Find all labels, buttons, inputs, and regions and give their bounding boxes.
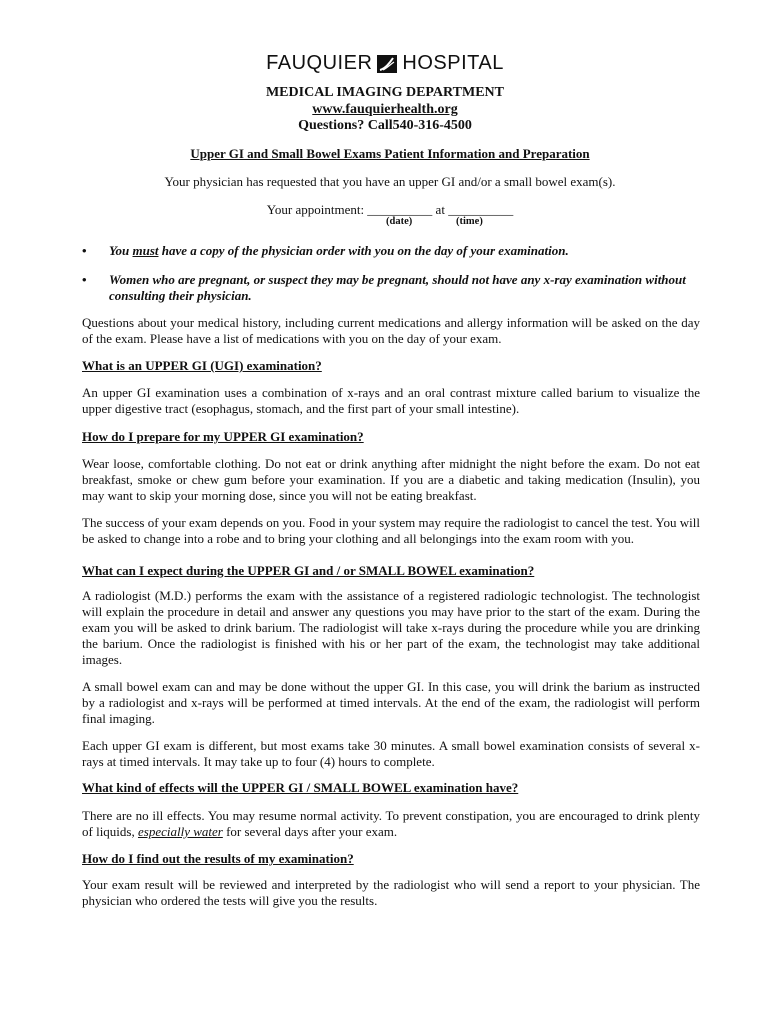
- heading-how-prepare: How do I prepare for my UPPER GI examination?: [82, 429, 364, 444]
- website-link[interactable]: www.fauquierhealth.org: [312, 101, 458, 117]
- bullet-icon: •: [82, 243, 87, 258]
- paragraph-duration: Each upper GI exam is different, but most exams take 30 minutes. A small bowel examination consists of several x-rays at timed intervals. It may take up to four (4) hours to complete.: [82, 738, 700, 769]
- paragraph-prep-instructions: Wear loose, comfortable clothing. Do not eat or drink anything after midnight the night before the exam. Do not eat breakfast, smoke or chew gum before your examination. If you are a diabetic and taking medication (Insulin), you may want to skip your morning dose, since you will not be eating breakfast.: [82, 456, 700, 503]
- time-label: (time): [456, 216, 483, 227]
- phone-line: Questions? Call540-316-4500: [298, 118, 472, 133]
- logo-text-left: FAUQUIER: [266, 52, 373, 74]
- paragraph-results: Your exam result will be reviewed and interpreted by the radiologist who will send a report to your physician. The physician who ordered the tests will give you the results.: [82, 877, 700, 908]
- hospital-leaf-icon: [377, 55, 397, 73]
- heading-what-is-ugi: What is an UPPER GI (UGI) examination?: [82, 358, 322, 373]
- document-page: FAUQUIER HOSPITAL MEDICAL IMAGING DEPARTMENT www.fauquierhealth.org Questions? Call540-316-4500 Upper GI and Small Bowel Exams Patient Information and Preparation Your physician has requested that you have an upper GI and/or a small bowel exam(s). Your appointment: __________ at __________ (date) (time) • You must have a copy of the physician order with you on the day of your examination. • Women who are pregnant, or suspect they may be pregnant, should not have any x-ray examination without consulting their physician. Questions about your medical history, including current medications and allergy information will be asked on the day of the exam. Please have a list of medications with you on the day of your exam. What is an UPPER GI (UGI) examination? An upper GI examination uses a combination of x-rays and an oral contrast mixture called barium to visualize the upper digestive tract (esophagus, stomach, and the first part of your small intestine). How do I prepare for my UPPER GI examination? Wear loose, comfortable clothing. Do not eat or drink anything after midnight the night before the exam. Do not eat breakfast, smoke or chew gum before your examination. If you are a diabetic and taking medication (Insulin), you may want to skip your morning dose, since you will not be eating breakfast. The success of your exam depends on you. Food in your system may require the radiologist to cancel the test. You will be asked to change into a robe and to bring your clothing and all belongings into the exam room with you. What can I expect during the UPPER GI and / or SMALL BOWEL examination? A radiologist (M.D.) performs the exam with the assistance of a registered radiologic technologist. The technologist will explain the procedure in detail and answer any questions you may have prior to the start of the exam. During the exam you will be asked to drink barium. The radiologist will take x-rays during the procedure while you are drinking the barium. Once the radiologist is finished with his or her part of the exam, the technologist may take additional images. A small bowel exam can and may be done without the upper GI. In this case, you will drink the barium as instructed by a radiologist and x-rays will be performed at timed intervals. At the end of the exam, the radiologist will perform final imaging. Each upper GI exam is different, but most exams take 30 minutes. A small bowel examination consists of several x-rays at timed intervals. It may take up to four (4) hours to complete. What kind of effects will the UPPER GI / SMALL BOWEL examination have? There are no ill effects. You may resume normal activity. To prevent constipation, you are encouraged to drink plenty of liquids, especially water for several days after your exam. How do I find out the results of my examination? Your exam result will be reviewed and interpreted by the radiologist who will send a report to your physician. The physician who ordered the tests will give you the results.: [0, 0, 770, 1024]
- paragraph-ugi-definition: An upper GI examination uses a combination of x-rays and an oral contrast mixture called barium to visualize the upper digestive tract (esophagus, stomach, and the first part of your small intestine).: [82, 385, 700, 416]
- date-label: (date): [386, 216, 413, 227]
- intro-text: Your physician has requested that you have an upper GI and/or a small bowel exam(s).: [164, 174, 616, 189]
- appointment-line: Your appointment: __________ at __________: [266, 202, 514, 217]
- paragraph-small-bowel: A small bowel exam can and may be done without the upper GI. In this case, you will drink the barium as instructed by a radiologist and x-rays will be performed at timed intervals. At the end of the exam, the radiologist will perform final imaging.: [82, 679, 700, 726]
- questions-note: Questions about your medical history, including current medications and allergy information will be asked on the day of the exam. Please have a list of medications with you on the day of your exam.: [82, 315, 700, 346]
- heading-effects: What kind of effects will the UPPER GI / SMALL BOWEL examination have?: [82, 780, 519, 795]
- heading-what-expect: What can I expect during the UPPER GI and / or SMALL BOWEL examination?: [82, 563, 535, 578]
- heading-results: How do I find out the results of my examination?: [82, 851, 354, 866]
- logo-text-right: HOSPITAL: [402, 52, 504, 74]
- department-block: [0, 85, 770, 135]
- document-title: Upper GI and Small Bowel Exams Patient Information and Preparation: [190, 146, 590, 161]
- emphasis-must: must: [132, 243, 159, 258]
- paragraph-success: The success of your exam depends on you. Food in your system may require the radiologist to cancel the test. You will be asked to change into a robe and to bring your clothing and all belongings into the exam room with you.: [82, 515, 700, 546]
- paragraph-effects: There are no ill effects. You may resume normal activity. To prevent constipation, you are encouraged to drink plenty of liquids, especially water for several days after your exam.: [82, 808, 700, 839]
- department-name: MEDICAL IMAGING DEPARTMENT: [265, 85, 505, 100]
- hospital-logo: [0, 52, 770, 75]
- bullet-icon: •: [82, 272, 87, 287]
- paragraph-procedure: A radiologist (M.D.) performs the exam with the assistance of a registered radiologic technologist. The technologist will explain the procedure in detail and answer any questions you may have prior to the start of the exam. During the exam you will be asked to drink barium. The radiologist will take x-rays during the procedure while you are drinking the barium. Once the radiologist is finished with his or her part of the exam, the technologist may take additional images.: [82, 588, 700, 667]
- emphasis-water: especially water: [137, 824, 223, 839]
